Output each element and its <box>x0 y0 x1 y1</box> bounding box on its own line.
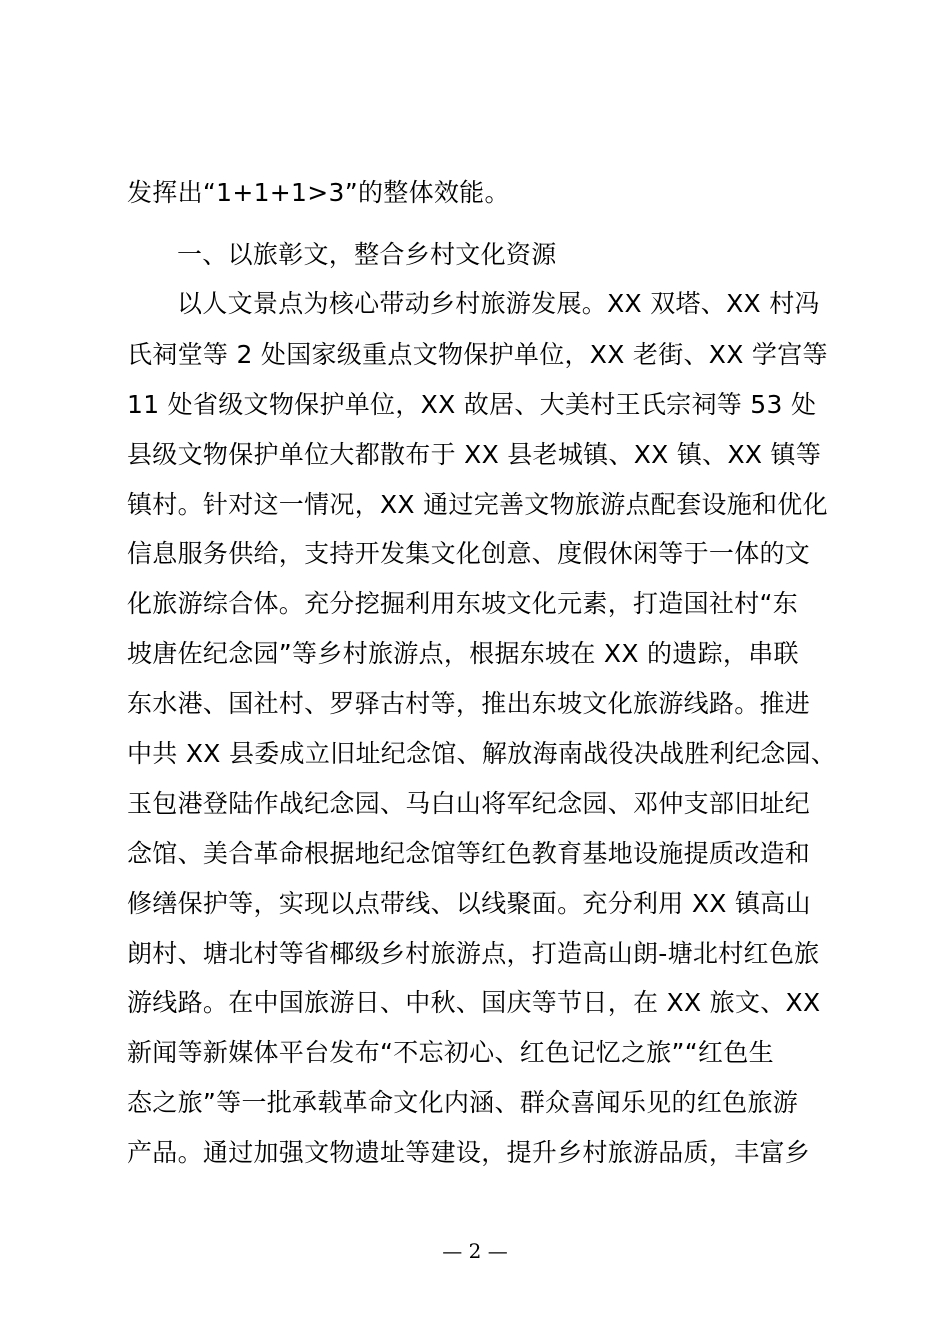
section-heading: 一、以旅彰文，整合乡村文化资源 <box>177 240 557 269</box>
text-line-7: 镇村。针对这一情况，XX 通过完善文物旅游点配套设施和优化 <box>127 490 828 519</box>
text-line-15: 修缮保护等，实现以点带线、以线聚面。充分利用 XX 镇高山 <box>127 889 811 918</box>
text-line-4: 氏祠堂等 2 处国家级重点文物保护单位，XX 老街、XX 学宫等 <box>127 340 828 369</box>
text-line-11: 东水港、国社村、罗驿古村等，推出东坡文化旅游线路。推进 <box>127 689 811 718</box>
text-line-12: 中共 XX 县委成立旧址纪念馆、解放海南战役决战胜利纪念园、 <box>127 739 837 768</box>
text-line-19: 态之旅”等一批承载革命文化内涵、群众喜闻乐见的红色旅游 <box>127 1088 799 1117</box>
text-line-16: 朗村、塘北村等省椰级乡村旅游点，打造高山朗-塘北村红色旅 <box>127 939 820 968</box>
text-line-6: 县级文物保护单位大都散布于 XX 县老城镇、XX 镇、XX 镇等 <box>127 440 822 469</box>
paragraph-first-line: 以人文景点为核心带动乡村旅游发展。XX 双塔、XX 村冯 <box>177 289 820 318</box>
text-line-17: 游线路。在中国旅游日、中秋、国庆等节日，在 XX 旅文、XX <box>127 988 821 1017</box>
text-line-9: 化旅游综合体。充分挖掘利用东坡文化元素，打造国社村“东 <box>127 589 799 618</box>
text-line-8: 信息服务供给，支持开发集文化创意、度假休闲等于一体的文 <box>127 539 811 568</box>
text-line-5: 11 处省级文物保护单位，XX 故居、大美村王氏宗祠等 53 处 <box>127 390 817 419</box>
text-line-14: 念馆、美合革命根据地纪念馆等红色教育基地设施提质改造和 <box>127 839 811 868</box>
page-number: — 2 — <box>442 1239 508 1263</box>
text-line-1: 发挥出“1+1+1>3”的整体效能。 <box>127 178 510 207</box>
text-line-20: 产品。通过加强文物遗址等建设，提升乡村旅游品质，丰富乡 <box>127 1138 811 1167</box>
text-line-18: 新闻等新媒体平台发布“不忘初心、红色记忆之旅”“红色生 <box>127 1038 774 1067</box>
text-line-13: 玉包港登陆作战纪念园、马白山将军纪念园、邓仲支部旧址纪 <box>127 789 811 818</box>
text-line-10: 坡唐佐纪念园”等乡村旅游点，根据东坡在 XX 的遗踪，串联 <box>127 639 799 668</box>
